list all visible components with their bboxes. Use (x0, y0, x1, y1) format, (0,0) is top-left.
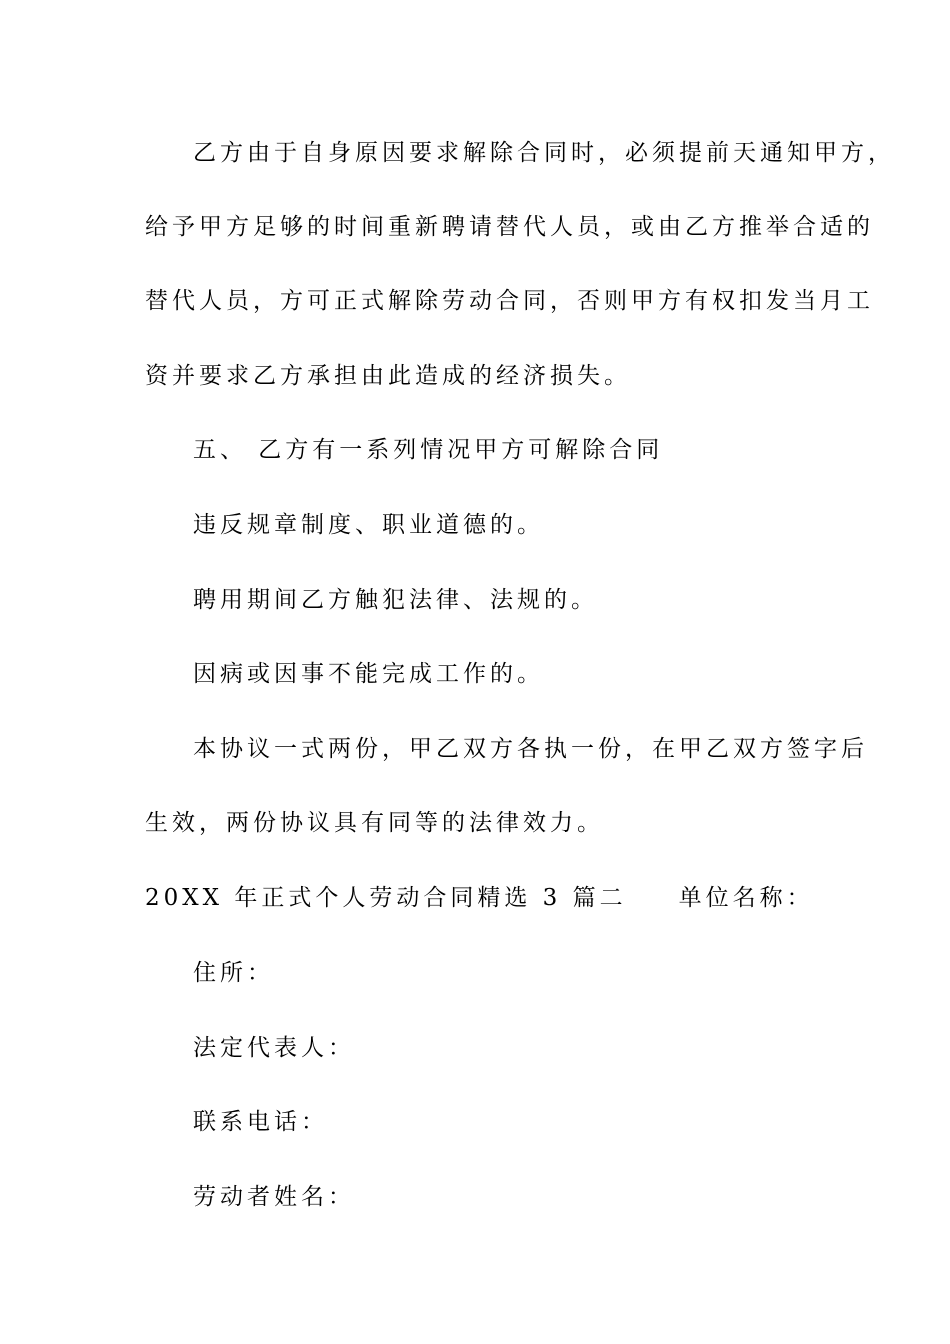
document-heading (145, 883, 814, 913)
paragraph-line: 本协议一式两份，甲乙双方各执一份，在甲乙双方签字后 (193, 736, 868, 762)
clause-item: 因病或因事不能完成工作的。 (193, 661, 544, 687)
worker-name-field-label: 劳动者姓名： (193, 1184, 355, 1210)
phone-field-label: 联系电话： (193, 1109, 328, 1135)
heading-title: 20XX 年正式个人劳动合同精选 3 篇二 (145, 885, 627, 911)
paragraph-line: 资并要求乙方承担由此造成的经济损失。 (145, 363, 631, 389)
paragraph-line: 乙方由于自身原因要求解除合同时，必须提前天通知甲方， (193, 140, 895, 166)
legal-representative-field-label: 法定代表人： (193, 1035, 355, 1061)
address-field-label: 住所： (193, 960, 274, 986)
paragraph-line: 给予甲方足够的时间重新聘请替代人员，或由乙方推举合适的 (145, 214, 874, 240)
clause-item: 违反规章制度、职业道德的。 (193, 512, 544, 538)
paragraph-line: 生效，两份协议具有同等的法律效力。 (145, 810, 604, 836)
section-heading: 五、 乙方有一系列情况甲方可解除合同 (193, 437, 664, 463)
heading-unit-name-label: 单位名称： (678, 885, 814, 911)
paragraph-line: 替代人员，方可正式解除劳动合同，否则甲方有权扣发当月工 (145, 288, 874, 314)
clause-item: 聘用期间乙方触犯法律、法规的。 (193, 587, 598, 613)
